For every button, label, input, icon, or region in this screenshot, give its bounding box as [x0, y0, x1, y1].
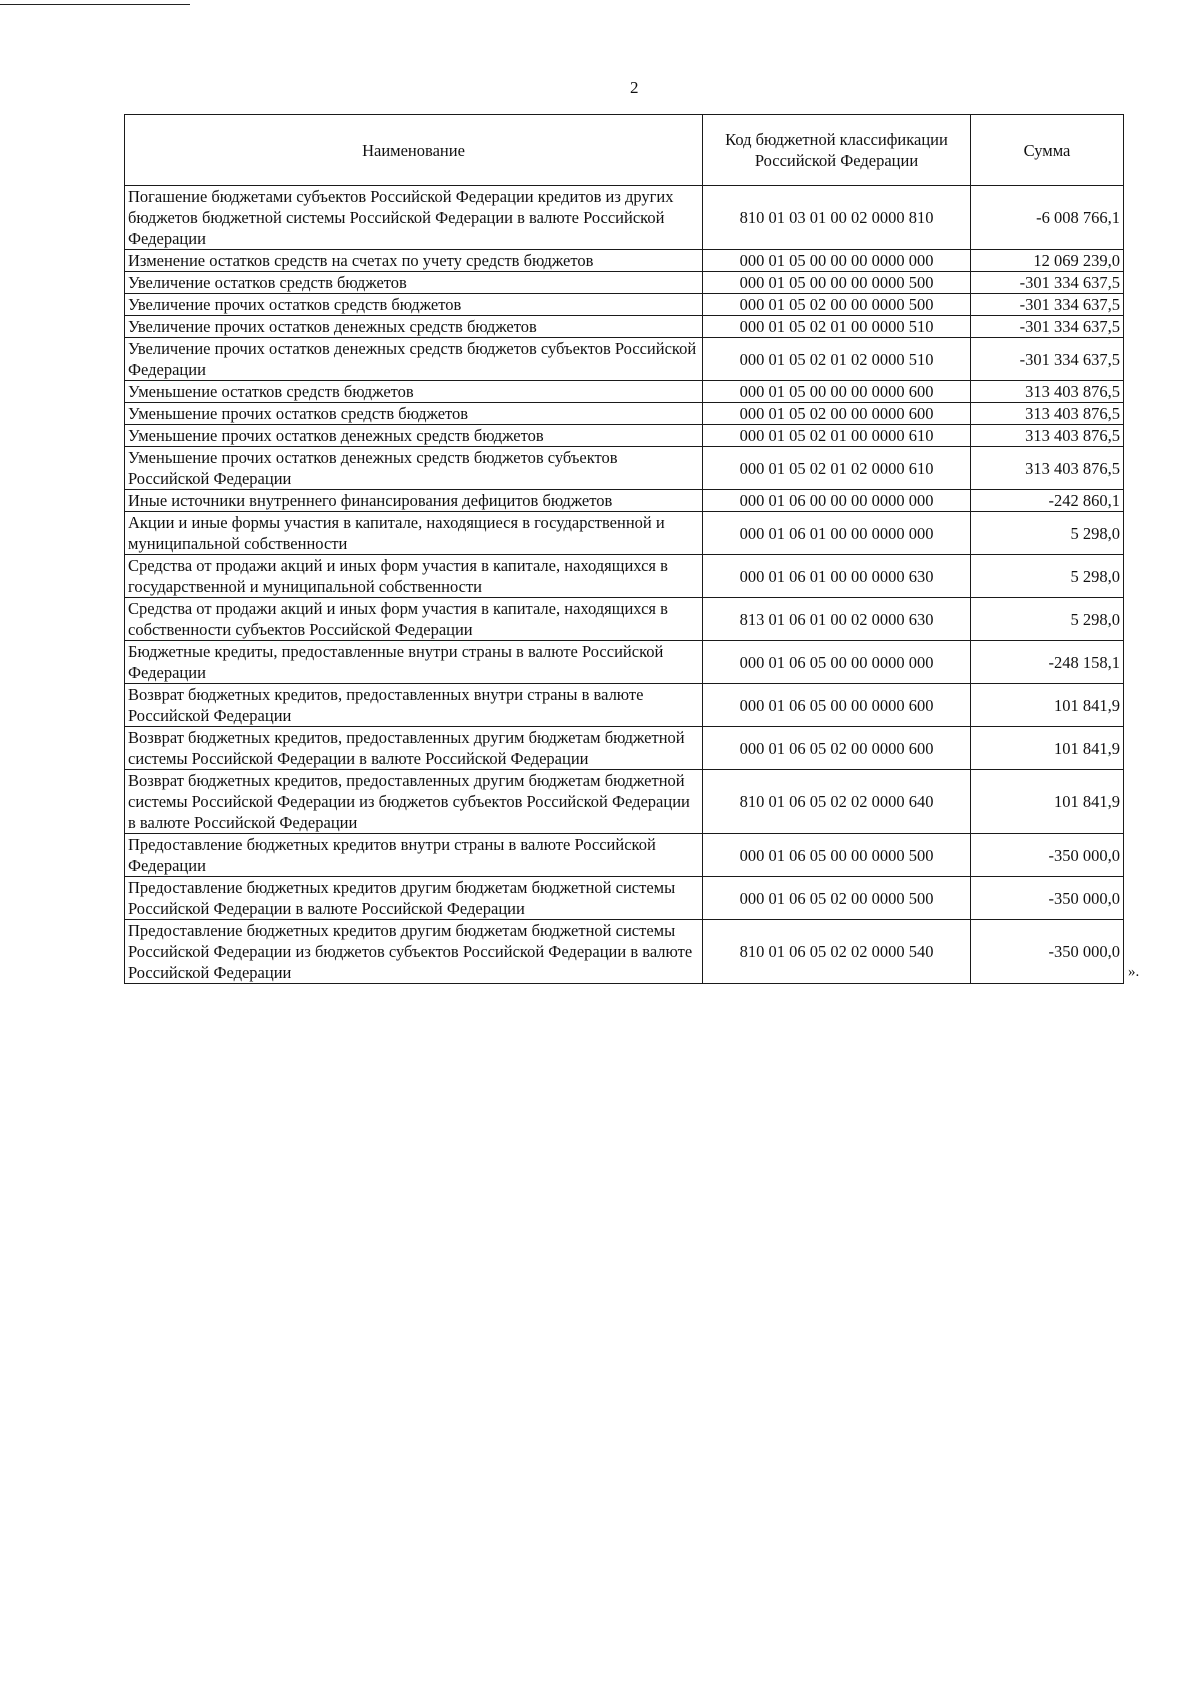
row-name: Возврат бюджетных кредитов, предоставленных внутри страны в валюте Российской Федерации: [125, 684, 703, 727]
row-code: 810 01 06 05 02 02 0000 640: [703, 770, 971, 834]
table-row: [125, 272, 1124, 294]
row-name: Увеличение прочих остатков средств бюджетов: [125, 294, 703, 316]
table-row: [125, 381, 1124, 403]
row-sum: 313 403 876,5: [971, 381, 1124, 403]
page-number: 2: [630, 78, 639, 97]
row-name: Предоставление бюджетных кредитов другим бюджетам бюджетной системы Российской Федерации из бюджетов субъектов Российской Федерации в валюте Российской Федерации: [125, 920, 703, 984]
row-name: Уменьшение прочих остатков денежных средств бюджетов: [125, 425, 703, 447]
header-code: Код бюджетной классификации Российской Федерации: [703, 115, 971, 186]
row-sum: -301 334 637,5: [971, 294, 1124, 316]
row-name: Погашение бюджетами субъектов Российской Федерации кредитов из других бюджетов бюджетной системы Российской Федерации в валюте Российской Федерации: [125, 186, 703, 250]
row-name: Уменьшение прочих остатков денежных средств бюджетов субъектов Российской Федерации: [125, 447, 703, 490]
table-row: [125, 598, 1124, 641]
row-sum: 101 841,9: [971, 770, 1124, 834]
row-code: 000 01 06 01 00 00 0000 630: [703, 555, 971, 598]
row-code: 813 01 06 01 00 02 0000 630: [703, 598, 971, 641]
row-code: 000 01 05 02 00 00 0000 500: [703, 294, 971, 316]
budget-sources-table: [124, 114, 1124, 984]
row-code: 000 01 06 05 02 00 0000 600: [703, 727, 971, 770]
table-row: [125, 641, 1124, 684]
row-code: 810 01 03 01 00 02 0000 810: [703, 186, 971, 250]
row-name: Уменьшение остатков средств бюджетов: [125, 381, 703, 403]
row-code: 000 01 05 02 01 00 0000 610: [703, 425, 971, 447]
row-code: 000 01 06 05 00 00 0000 600: [703, 684, 971, 727]
row-name: Предоставление бюджетных кредитов другим бюджетам бюджетной системы Российской Федерации в валюте Российской Федерации: [125, 877, 703, 920]
row-code: 810 01 06 05 02 02 0000 540: [703, 920, 971, 984]
top-edge-rule: [0, 4, 190, 5]
row-sum: -301 334 637,5: [971, 272, 1124, 294]
row-sum: -6 008 766,1: [971, 186, 1124, 250]
header-name: Наименование: [125, 115, 703, 186]
row-name: Увеличение остатков средств бюджетов: [125, 272, 703, 294]
table-row: [125, 512, 1124, 555]
row-code: 000 01 06 05 00 00 0000 000: [703, 641, 971, 684]
row-sum: 12 069 239,0: [971, 250, 1124, 272]
row-sum: 313 403 876,5: [971, 403, 1124, 425]
row-code: 000 01 06 01 00 00 0000 000: [703, 512, 971, 555]
row-code: 000 01 05 02 00 00 0000 600: [703, 403, 971, 425]
table-row: [125, 186, 1124, 250]
row-name: Предоставление бюджетных кредитов внутри страны в валюте Российской Федерации: [125, 834, 703, 877]
table-row: [125, 920, 1124, 984]
row-name: Возврат бюджетных кредитов, предоставленных другим бюджетам бюджетной системы Российской Федерации из бюджетов субъектов Российской Федерации в валюте Российской Федерации: [125, 770, 703, 834]
row-sum: 313 403 876,5: [971, 447, 1124, 490]
row-sum: 101 841,9: [971, 684, 1124, 727]
row-name: Возврат бюджетных кредитов, предоставленных другим бюджетам бюджетной системы Российской Федерации в валюте Российской Федерации: [125, 727, 703, 770]
row-sum: 5 298,0: [971, 512, 1124, 555]
row-sum: 5 298,0: [971, 555, 1124, 598]
table-row: [125, 403, 1124, 425]
row-sum: 313 403 876,5: [971, 425, 1124, 447]
row-name: Бюджетные кредиты, предоставленные внутри страны в валюте Российской Федерации: [125, 641, 703, 684]
row-code: 000 01 05 00 00 00 0000 600: [703, 381, 971, 403]
table-row: [125, 770, 1124, 834]
table-row: [125, 834, 1124, 877]
row-name: Средства от продажи акций и иных форм участия в капитале, находящихся в государственной и муниципальной собственности: [125, 555, 703, 598]
row-name: Изменение остатков средств на счетах по учету средств бюджетов: [125, 250, 703, 272]
row-sum: 5 298,0: [971, 598, 1124, 641]
table-row: [125, 294, 1124, 316]
row-name: Акции и иные формы участия в капитале, находящиеся в государственной и муниципальной собственности: [125, 512, 703, 555]
table-body: [125, 186, 1124, 984]
row-code: 000 01 05 02 01 02 0000 510: [703, 338, 971, 381]
table-row: [125, 490, 1124, 512]
row-sum: -248 158,1: [971, 641, 1124, 684]
row-code: 000 01 06 00 00 00 0000 000: [703, 490, 971, 512]
row-sum: 101 841,9: [971, 727, 1124, 770]
row-name: Иные источники внутреннего финансирования дефицитов бюджетов: [125, 490, 703, 512]
closing-quote-mark: ».: [1128, 964, 1140, 980]
row-code: 000 01 05 02 01 00 0000 510: [703, 316, 971, 338]
row-code: 000 01 05 02 01 02 0000 610: [703, 447, 971, 490]
table-row: [125, 338, 1124, 381]
table-row: [125, 684, 1124, 727]
row-code: 000 01 06 05 02 00 0000 500: [703, 877, 971, 920]
row-sum: -242 860,1: [971, 490, 1124, 512]
row-sum: -350 000,0: [971, 920, 1124, 984]
row-code: 000 01 05 00 00 00 0000 000: [703, 250, 971, 272]
table-row: [125, 250, 1124, 272]
table-header: [125, 115, 1124, 186]
table-row: [125, 877, 1124, 920]
table-row: [125, 316, 1124, 338]
row-name: Увеличение прочих остатков денежных средств бюджетов: [125, 316, 703, 338]
table-row: [125, 447, 1124, 490]
row-sum: -301 334 637,5: [971, 316, 1124, 338]
row-code: 000 01 06 05 00 00 0000 500: [703, 834, 971, 877]
row-sum: -350 000,0: [971, 834, 1124, 877]
table-row: [125, 555, 1124, 598]
table-row: [125, 727, 1124, 770]
header-sum: Сумма: [971, 115, 1124, 186]
row-sum: -301 334 637,5: [971, 338, 1124, 381]
row-name: Уменьшение прочих остатков средств бюджетов: [125, 403, 703, 425]
row-sum: -350 000,0: [971, 877, 1124, 920]
row-name: Средства от продажи акций и иных форм участия в капитале, находящихся в собственности субъектов Российской Федерации: [125, 598, 703, 641]
table-row: [125, 425, 1124, 447]
table-header-row: [125, 115, 1124, 186]
row-code: 000 01 05 00 00 00 0000 500: [703, 272, 971, 294]
row-name: Увеличение прочих остатков денежных средств бюджетов субъектов Российской Федерации: [125, 338, 703, 381]
